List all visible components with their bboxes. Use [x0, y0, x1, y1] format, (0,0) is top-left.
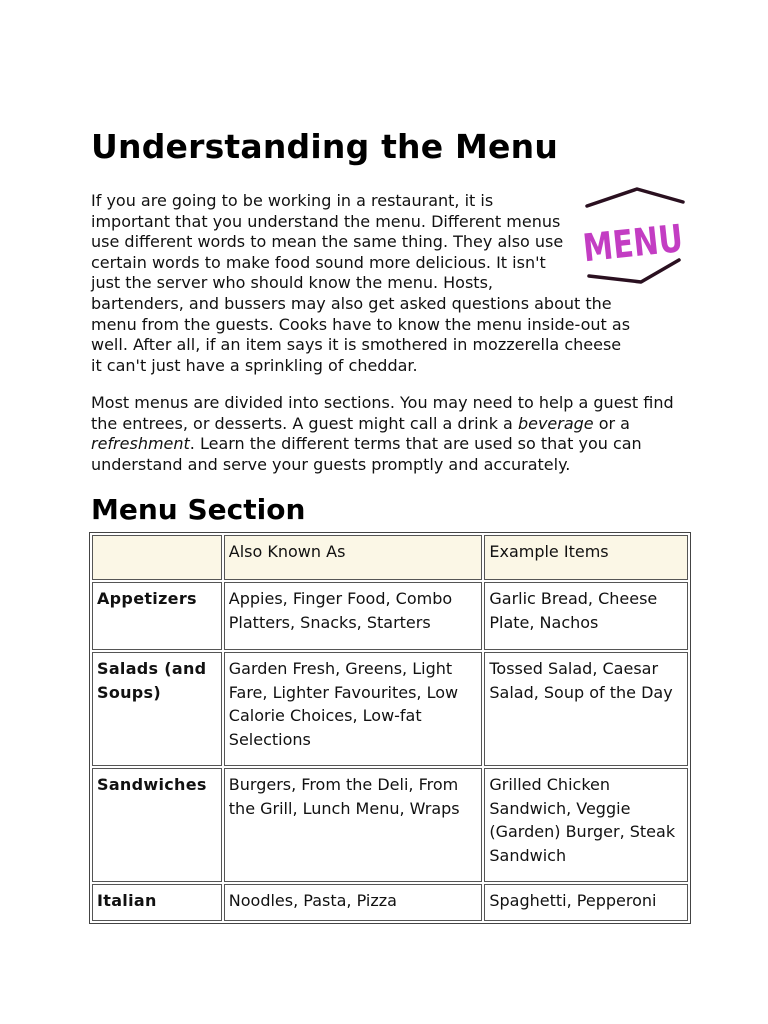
table-row	[92, 884, 688, 921]
section-heading: Menu Section	[91, 493, 306, 526]
header-example-items: Example Items	[484, 535, 688, 580]
row-also-known-as: Appies, Finger Food, Combo Platters, Snacks, Starters	[224, 582, 483, 650]
intro-text: If you are going to be working in a restaurant, it is important that you understand the menu. Different menus use different words to mean the same thing. They also use certain words to make food sound more delicious. It isn't just the server who should know the menu. Hosts, bartenders, and bussers may also get asked questions about the menu from the guests. Cooks have to know the menu inside-out as well. After all, if an item says it is smothered in mozzerella cheese it can't just have a sprinkling of cheddar.	[91, 191, 631, 375]
table-row	[92, 768, 688, 882]
intro-paragraph	[91, 191, 712, 376]
table-row	[92, 652, 688, 766]
menu-section-table	[89, 532, 691, 924]
sections-text-2: or a	[593, 413, 630, 433]
row-also-known-as: Noodles, Pasta, Pizza	[224, 884, 483, 921]
row-section-label: Sandwiches	[92, 768, 222, 882]
page-title: Understanding the Menu	[91, 127, 559, 166]
row-example-items: Grilled Chicken Sandwich, Veggie (Garden) Burger, Steak Sandwich	[484, 768, 688, 882]
row-also-known-as: Burgers, From the Deli, From the Grill, Lunch Menu, Wraps	[224, 768, 483, 882]
row-example-items: Garlic Bread, Cheese Plate, Nachos	[484, 582, 688, 650]
row-example-items: Tossed Salad, Caesar Salad, Soup of the Day	[484, 652, 688, 766]
row-section-label: Italian	[92, 884, 222, 921]
term-refreshment: refreshment	[91, 434, 190, 454]
sections-paragraph	[91, 393, 681, 475]
header-also-known-as: Also Known As	[224, 535, 483, 580]
table-header-row	[92, 535, 688, 580]
row-example-items: Spaghetti, Pepperoni	[484, 884, 688, 921]
sections-text-3: . Learn the different terms that are used so that you can understand and serve your guests promptly and accurately.	[91, 434, 642, 474]
row-section-label: Appetizers	[92, 582, 222, 650]
menu-sign-icon	[575, 184, 712, 289]
table-row	[92, 582, 688, 650]
menu-logo-text: MENU	[580, 213, 712, 271]
header-section	[92, 535, 222, 580]
sections-text-1: Most menus are divided into sections. You may need to help a guest find the entrees, or desserts. A guest might call a drink a	[91, 393, 674, 433]
row-also-known-as: Garden Fresh, Greens, Light Fare, Lighter Favourites, Low Calorie Choices, Low-fat Selections	[224, 652, 483, 766]
term-beverage: beverage	[517, 413, 594, 433]
row-section-label: Salads (and Soups)	[92, 652, 222, 766]
